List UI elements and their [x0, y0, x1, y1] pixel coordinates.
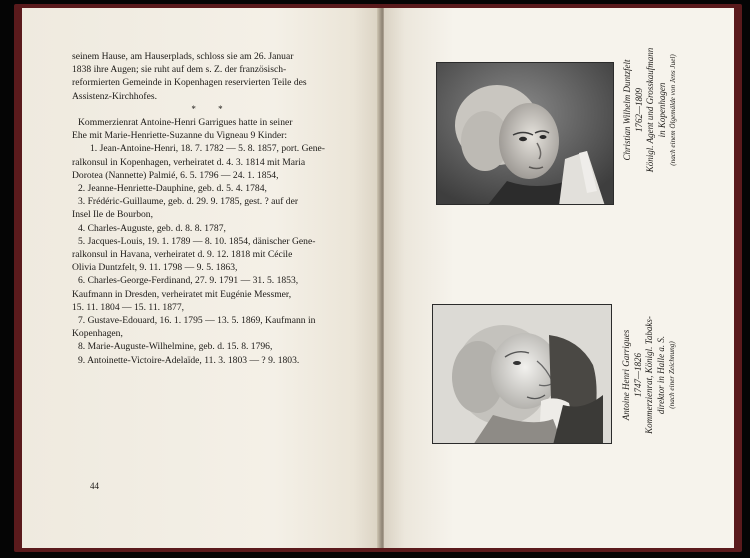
list-item: [72, 235, 352, 275]
text-line: 7. Gustave-Edouard, 16. 1. 1795 — 13. 5. 1869, Kaufmann in: [78, 315, 316, 327]
text-line: ralkonsul in Havana, verheiratet d. 9. 12. 1818 mit Cécile: [72, 249, 293, 261]
text-line: Dorotea (Nannette) Palmié, 6. 5. 1796 — 24. 1. 1854,: [72, 169, 279, 181]
caption-role: Kommerzienrat, Königl. Tabaks-: [644, 316, 654, 434]
caption-garrigues: [621, 305, 679, 445]
caption-role: Königl. Agent und Grosskaufmann: [645, 47, 655, 173]
text-line: 8. Marie-Auguste-Wilhelmine, geb. d. 15. 8. 1796,: [78, 341, 273, 353]
text-line: Kommerzienrat Antoine-Henri Garrigues hatte in seiner: [78, 117, 293, 129]
caption-source: (nach einem Ölgemälde von Jens Juel): [669, 54, 677, 166]
text-line: 4. Charles-Auguste, geb. d. 8. 8. 1787,: [78, 222, 226, 234]
list-item: [72, 195, 352, 221]
caption-duntzfelt: [622, 25, 680, 195]
text-line: 1838 ihre Augen; sie ruht auf dem s. Z. der französisch-: [72, 64, 287, 76]
text-line: 6. Charles-George-Ferdinand, 27. 9. 1791 — 31. 5. 1853,: [78, 275, 299, 287]
list-item: [72, 222, 352, 235]
portrait-drawing-image: [433, 305, 612, 444]
text-line: seinem Hause, am Hauserplads, schloss sie am 26. Januar: [72, 51, 294, 62]
caption-years: 1762—1809: [633, 88, 644, 133]
caption-role: in Kopenhagen: [656, 82, 667, 138]
caption-name: Antoine Henri Garrigues: [621, 329, 631, 421]
text-line: 5. Jacques-Louis, 19. 1. 1789 — 8. 10. 1854, dänischer Gene-: [78, 235, 316, 247]
text-line: Insel Ile de Bourbon,: [72, 209, 153, 221]
children-list: [72, 142, 352, 366]
text-line: Assistenz-Kirchhofes.: [72, 90, 157, 102]
section-separator: * *: [191, 103, 233, 114]
text-line: ralkonsul in Kopenhagen, verheiratet d. 4. 3. 1814 mit Maria: [72, 156, 306, 168]
list-item: [72, 182, 352, 195]
portrait-painting-image: [437, 63, 614, 205]
text-line: Kaufmann in Dresden, verheiratet mit Eugénie Messmer,: [72, 288, 292, 300]
text-line: 2. Jeanne-Henriette-Dauphine, geb. d. 5. 4. 1784,: [78, 183, 267, 195]
list-item: [72, 340, 352, 353]
left-page-text: [72, 50, 352, 367]
caption-role: direktor in Halle a. S.: [655, 335, 666, 415]
text-line: 9. Antoinette-Victoire-Adelaïde, 11. 3. 1803 — ? 9. 1803.: [78, 354, 300, 366]
portrait-duntzfelt: [436, 62, 614, 205]
caption-name: Christian Wilhelm Duntzfelt: [622, 59, 632, 161]
text-line: 15. 11. 1804 — 15. 11. 1877,: [72, 301, 185, 313]
page-number: 44: [90, 481, 99, 491]
list-item: [72, 142, 352, 182]
text-line: reformierten Gemeinde in Kopenhagen reservierten Teile des: [72, 77, 307, 89]
list-item: [72, 354, 352, 367]
list-item: [72, 314, 352, 340]
portrait-garrigues: [432, 304, 612, 444]
caption-years: 1747—1826: [632, 353, 643, 398]
text-line: Ehe mit Marie-Henriette-Suzanne du Vigneau 9 Kinder:: [72, 130, 288, 142]
text-line: 3. Frédéric-Guillaume, geb. d. 29. 9. 1785, gest. ? auf der: [78, 196, 299, 208]
list-item: [72, 274, 352, 314]
text-line: Kopenhagen,: [72, 328, 123, 340]
caption-source: (nach einer Zeichnung): [668, 341, 676, 409]
text-line: Olivia Duntzfelt, 9. 11. 1798 — 9. 5. 1863,: [72, 262, 238, 274]
text-line: 1. Jean-Antoine-Henri, 18. 7. 1782 — 5. 8. 1857, port. Gene-: [90, 143, 326, 155]
